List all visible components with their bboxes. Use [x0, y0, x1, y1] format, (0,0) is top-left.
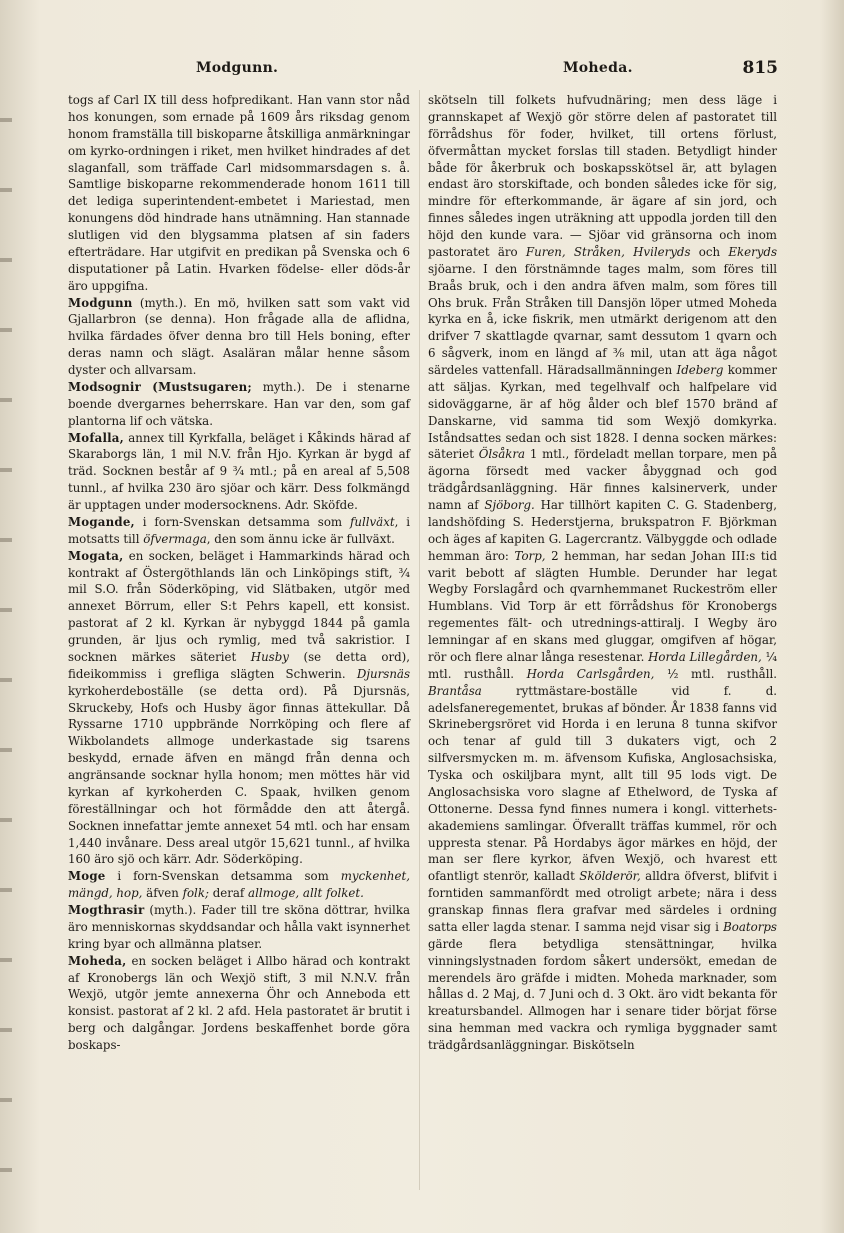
headword: Mofalla,: [68, 430, 124, 445]
entry-modgunn: Modgunn (myth.). En mö, hvilken satt som vakt vid Gjallarbron (se denna). Hon frågade alla de aflidna, hvilka färdades öfver denna bro till Hels boning, efter deras namn och slägt. Asaläran målar henne såsom dyster och allvarsam.: [68, 295, 410, 377]
page-edge-marks: [0, 80, 12, 1180]
entry-moge: Moge i forn-Svenskan detsamma som myckenhet, mängd, hop, äfven folk; deraf allmoge, allt folket.: [68, 869, 410, 901]
entry-mogthrasir: Mogthrasir (myth.). Fader till tre sköna döttrar, hvilka äro menniskornas skyddsandar och hålla vakt isynnerhet kring byar och allmänna platser.: [68, 903, 410, 951]
entry-modsognir: Modsognir (Mustsugaren; myth.). De i stenarne boende dvergarnes beherrskare. Han var den, som gaf plantorna lif och vätska.: [68, 379, 410, 428]
moheda-continued: skötseln till folkets hufvudnäring; men dess läge i grannskapet af Wexjö gör större delen af pastoratet till förrådshus för foder, hvilket, till ortens förlust, öfvermåttan mycket forslas till staden. Betydligt hinder både för åkerbruk och boskapsskötsel är, att bylagen endast äro storskiftade, och bonden således icke för sig, mindre för efterkommande, är ägare af sin jord, och finnes således ingen uträkning att uppodla jorden till den höjd den kunde vara. — Sjöar vid gränsorna och inom pastoratet äro Furen, Stråken, Hvileryds och Ekeryds sjöarne. I den förstnämnde tages malm, som föres till Braås bruk, och i den andra äfven malm, som föres till Ohs bruk. Från Stråken till Dansjön löper utmed Moheda kyrka en å, icke fiskrik, men utmärkt derigenom att den drifver 7 skattlagde qvarnar, samt dessutom 1 qvarn och 6 sågverk, inom en längd af ⅜ mil, utan att äga något särdeles vattenfall. Häradsallmänningen Ideberg kommer att säljas. Kyrkan, med tegelhvalf och halfpelare vid sidoväggarne, är af hög ålder och blef 1570 bränd af Danskarne, vid samma tid som Wexjö domkyrka. Iståndsattes sedan och sist 1828. I denna socken märkes: säteriet Ölsåkra 1 mtl., fördeladt mellan torpare, men på ägorna försedt med vacker åbyggnad och god trädgårdsanläggning. Här finnes kalsinerverk, under namn af Sjöborg. Har tillhört kapiten C. G. Stadenberg, landshöfding S. Hederstjerna, brukspatron F. Björkman och äges af kapiten G. Lagercrantz. Välbyggde och odlade hemman äro: Torp, 2 hemman, har sedan Johan III:s tid varit bebott af slägten Humble. Derunder har legat Wegby Forslagård och qvarnhemmanet Ruckeström eller Humblans. Vid Torp är ett förrådshus för Kronobergs regementes fält- och utrednings-attiralj. I Wegby äro lemningar af en skans med gluggar, omgifven af högar, rör och flere alnar långa resestenar. Horda Lillegården, ¼ mtl. rusthåll. Horda Carlsgården, ½ mtl. rusthåll. Brantåsa ryttmästare-boställe vid f. d. adelsfaneregementet, brukas af bönder. År 1838 fanns vid Skrinebergsröret vid Horda i en leruna 8 tunna skifvor och tenar af guld till 3 dukaters vigt, och 2 silfversmycken m. m. äfvensom Kufiska, Anglosachsiska, Tyska och oskiljbara mynt, allt till 95 lods vigt. De Anglosachsiska voro slagne af Ethelword, de Tyska af Ottonerne. Dessa fynd finnes numera i kongl. vitterhets-akademiens samlingar. Öfverallt träffas kummel, rör och uppresta stenar. På Hordabys ägor märkes en höjd, der man ser flere kyrkor, äfven Wexjö, och hvarest ett ofantligt stenrör, kalladt Skölderör, alldra öfverst, blifvit i forntiden sammanfördt med otroligt arbete; nära i dess granskap finnas flera grafvar med särdeles i ordning satta eller lagda stenar. I samma nejd visar sig i Boatorps gärde flera betydliga stensättningar, hvilka vinningslystnaden fordom såkert undersökt, emedan de merendels äro gräfde i midten. Moheda marknader, som hållas d. 2 Maj, d. 7 Juni och d. 3 Okt. äro vidt bekanta för kreatursbandel. Allmogen har i senare tider börjat förse sina hemman med vackra och rymliga byggnader samt trädgårdsanläggningar. Biskötseln: [428, 93, 778, 1052]
headword: Modgunn: [68, 295, 133, 310]
headword: Mogthrasir: [68, 903, 145, 917]
headword: Moheda,: [68, 953, 127, 968]
continued-paragraph: togs af Carl IX till dess hofpredikant. Han vann stor nåd hos konungen, som ernade på 1609 års riksdag genom honom framställa till biskoparne åtskilliga anmärkningar om kyrko-ordningen i riket, men hvilket hindrades af det slaganfall, som träffade Carl midsommarsdagen s. å. Samtlige biskoparne rekommenderade honom 1611 till det lediga superintendent-embetet i Mariestad, men konungens död hindrade hans utnämning. Han stannade slutligen vid den blygsamma platsen af sin faders efterträdare. Har utgifvit en predikan på Svenska och 6 disputationer på Latin. Hvarken födelse- eller döds-år äro uppgifna.: [68, 93, 410, 293]
right-column: [428, 92, 777, 1054]
header-left-title: Modgunn.: [196, 60, 279, 76]
left-column: [68, 92, 410, 1054]
entry-moheda: Moheda, en socken beläget i Allbo härad och kontrakt af Kronobergs län och Wexjö stift, 3 mil N.N.V. från Wexjö, utgör jemte annexerna Öhr och Anneboda ett konsist. pastorat af 2 kl. 2 afd. Hela pastoratet är brutit i berg och dalgångar. Jordens beskaffenhet borde göra boskaps-: [68, 953, 410, 1052]
page-number: 815: [742, 58, 778, 78]
header-right-title: Moheda.: [563, 60, 633, 76]
headword: Moge: [68, 869, 106, 884]
headword: Mogata,: [68, 548, 124, 563]
column-gutter: [419, 90, 420, 1190]
headword: Modsognir (Mustsugaren;: [68, 379, 252, 394]
entry-mogata: Mogata, en socken, beläget i Hammarkinds härad och kontrakt af Östergöthlands län och Linköpings stift, ¾ mil S.O. från Söderköping, vid Slätbaken, utgör med annexet Börrum, eller S:t Pehrs kapell, ett konsist. pastorat af 2 kl. Kyrkan är nybyggd 1844 på gamla grunden, är ljus och rymlig, med två sakristior. I socknen märkes säteriet Husby (se detta ord), fideikommiss i grefliga slägten Schwerin. Djursnäs kyrkoherdeboställe (se detta ord). På Djursnäs, Skruckeby, Hofs och Husby ägor finnas ättekullar. Då Ryssarne 1710 uppbrände Norrköping och flere af Wikbolandets allmoge underkastade sig tsarens beskydd, ernade äfven en mängd från denna och angränsande socknar hylla honom; men möttes här vid kyrkan af kyrkoherden C. Spaak, hvilken genom föreställningar och hot förmådde den att återgå. Socknen innefattar jemte annexet 54 mtl. och har ensam 1,440 invånare. Dess areal utgör 15,621 tunnl., af hvilka 160 äro sjö och kärr. Adr. Söderköping.: [68, 548, 410, 867]
entry-mofalla: Mofalla, annex till Kyrkfalla, beläget i Kåkinds härad af Skaraborgs län, 1 mil N.V. från Hjo. Kyrkan är bygd af träd. Socknen består af 9 ¾ mtl.; på en areal af 5,508 tunnl., af hvilka 230 äro sjöar och kärr. Dess folkmängd är upptagen under modersocknens. Adr. Sköfde.: [68, 430, 410, 512]
entry-mogande: Mogande, i forn-Svenskan detsamma som fullväxt, i motsatts till öfvermaga, den som ännu icke är fullväxt.: [68, 514, 410, 546]
headword: Mogande,: [68, 514, 135, 529]
running-header: [68, 60, 778, 84]
